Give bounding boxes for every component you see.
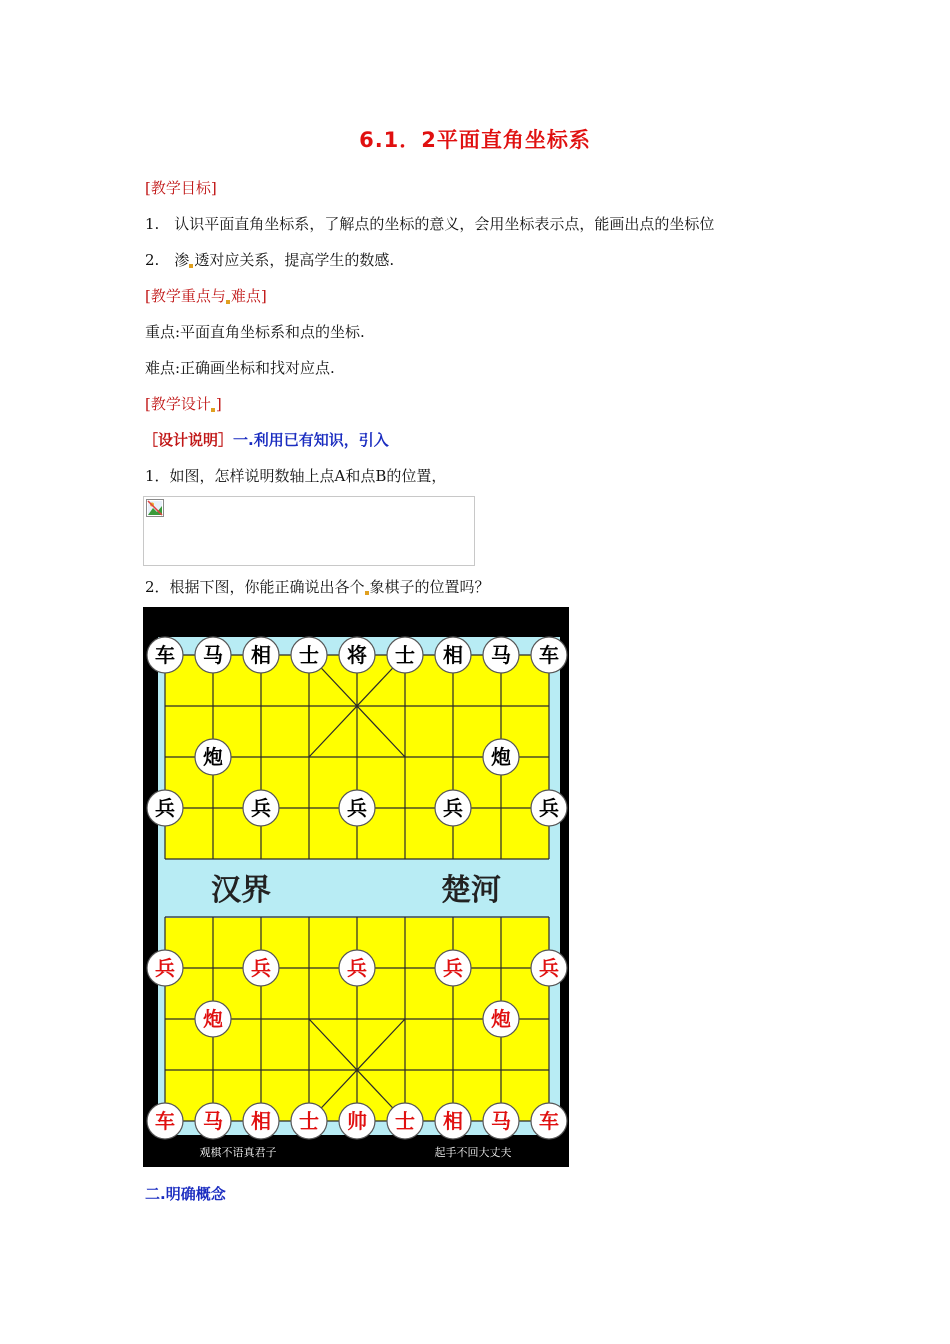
piece-label: 相 — [251, 643, 271, 667]
chess-piece — [387, 637, 423, 673]
chess-piece — [339, 950, 375, 986]
motto-left: 观棋不语真君子 — [199, 1146, 277, 1159]
piece-label: 帅 — [347, 1109, 367, 1133]
chess-piece — [531, 790, 567, 826]
river-label-right: 楚河 — [441, 873, 501, 908]
piece-label: 车 — [155, 643, 175, 667]
keypoints-heading — [145, 285, 267, 306]
chess-piece — [483, 1001, 519, 1037]
chess-piece — [339, 1103, 375, 1139]
chess-piece — [339, 637, 375, 673]
edit-mark — [211, 408, 215, 412]
piece-label: 兵 — [539, 796, 559, 820]
broken-image-icon — [146, 499, 164, 517]
edit-mark — [365, 591, 369, 595]
chess-piece — [147, 790, 183, 826]
piece-label: 马 — [491, 643, 511, 667]
river-label-left: 汉界 — [211, 873, 271, 908]
question-2 — [145, 576, 490, 597]
piece-label: 马 — [203, 1109, 223, 1133]
piece-label: 士 — [299, 1109, 319, 1133]
piece-label: 兵 — [155, 956, 175, 980]
piece-label: 炮 — [491, 1007, 511, 1031]
chess-piece — [243, 1103, 279, 1139]
piece-label: 士 — [395, 643, 415, 667]
design-heading-start: [教学设计 — [145, 395, 211, 413]
piece-label: 相 — [443, 643, 463, 667]
question-1: 1．如图，怎样说明数轴上点A和点B的位置， — [145, 467, 447, 485]
key-point: 重点:平面直角坐标系和点的坐标. — [145, 323, 365, 341]
chess-piece — [291, 637, 327, 673]
design-note-label: ［设计说明］ — [143, 431, 234, 449]
chess-piece — [243, 637, 279, 673]
piece-label: 车 — [155, 1109, 175, 1133]
chess-piece — [435, 637, 471, 673]
goals-heading: [教学目标] — [145, 179, 217, 197]
question-2-start: 2．根据下图，你能正确说出各个 — [145, 578, 365, 596]
chess-piece — [243, 950, 279, 986]
piece-label: 车 — [539, 1109, 559, 1133]
chess-piece — [531, 950, 567, 986]
piece-label: 兵 — [347, 796, 367, 820]
section-2-heading: 二.明确概念 — [145, 1185, 226, 1203]
piece-label: 兵 — [251, 956, 271, 980]
piece-label: 兵 — [155, 796, 175, 820]
piece-label: 炮 — [491, 745, 511, 769]
chess-piece — [243, 790, 279, 826]
piece-label: 相 — [443, 1109, 463, 1133]
piece-label: 兵 — [443, 956, 463, 980]
difficult-point: 难点:正确画坐标和找对应点. — [145, 359, 335, 377]
xiangqi-board-image — [143, 607, 569, 1167]
chess-piece — [483, 1103, 519, 1139]
chess-piece — [483, 739, 519, 775]
chess-piece — [147, 1103, 183, 1139]
chess-piece — [387, 1103, 423, 1139]
piece-label: 车 — [539, 643, 559, 667]
piece-label: 兵 — [347, 956, 367, 980]
piece-label: 兵 — [251, 796, 271, 820]
design-note — [143, 429, 389, 450]
chess-piece — [339, 790, 375, 826]
goal-2 — [145, 249, 394, 270]
number-line-image-placeholder — [143, 496, 475, 566]
chess-piece — [435, 1103, 471, 1139]
goal-2-end: 透对应关系，提高学生的数感. — [194, 251, 395, 269]
chess-piece — [435, 950, 471, 986]
design-note-text: 一.利用已有知识，引入 — [233, 431, 389, 449]
piece-label: 士 — [299, 643, 319, 667]
piece-label: 士 — [395, 1109, 415, 1133]
chess-piece — [147, 950, 183, 986]
chess-piece — [531, 1103, 567, 1139]
goal-1: 1. 认识平面直角坐标系，了解点的坐标的意义，会用坐标表示点，能画出点的坐标位 — [145, 215, 715, 233]
design-heading-end: ] — [215, 395, 222, 413]
motto-right: 起手不回大丈夫 — [434, 1146, 512, 1159]
design-heading — [145, 393, 222, 414]
chess-piece — [195, 1001, 231, 1037]
piece-label: 将 — [347, 643, 367, 667]
piece-label: 炮 — [203, 745, 223, 769]
piece-label: 相 — [251, 1109, 271, 1133]
chess-piece — [291, 1103, 327, 1139]
chess-piece — [435, 790, 471, 826]
piece-label: 炮 — [203, 1007, 223, 1031]
piece-label: 兵 — [443, 796, 463, 820]
piece-label: 马 — [203, 643, 223, 667]
edit-mark — [189, 264, 193, 268]
chess-piece — [147, 637, 183, 673]
goal-2-start: 2. 渗 — [145, 251, 190, 269]
question-2-end: 象棋子的位置吗？ — [369, 578, 490, 596]
chess-piece — [483, 637, 519, 673]
edit-mark — [226, 300, 230, 304]
chess-piece — [531, 637, 567, 673]
chess-piece — [195, 637, 231, 673]
keypoints-heading-end: 难点] — [230, 287, 267, 305]
chess-piece — [195, 1103, 231, 1139]
piece-label: 兵 — [539, 956, 559, 980]
chess-piece — [195, 739, 231, 775]
piece-label: 马 — [491, 1109, 511, 1133]
keypoints-heading-start: [教学重点与 — [145, 287, 226, 305]
page-title: 6.1．2平面直角坐标系 — [359, 128, 591, 152]
